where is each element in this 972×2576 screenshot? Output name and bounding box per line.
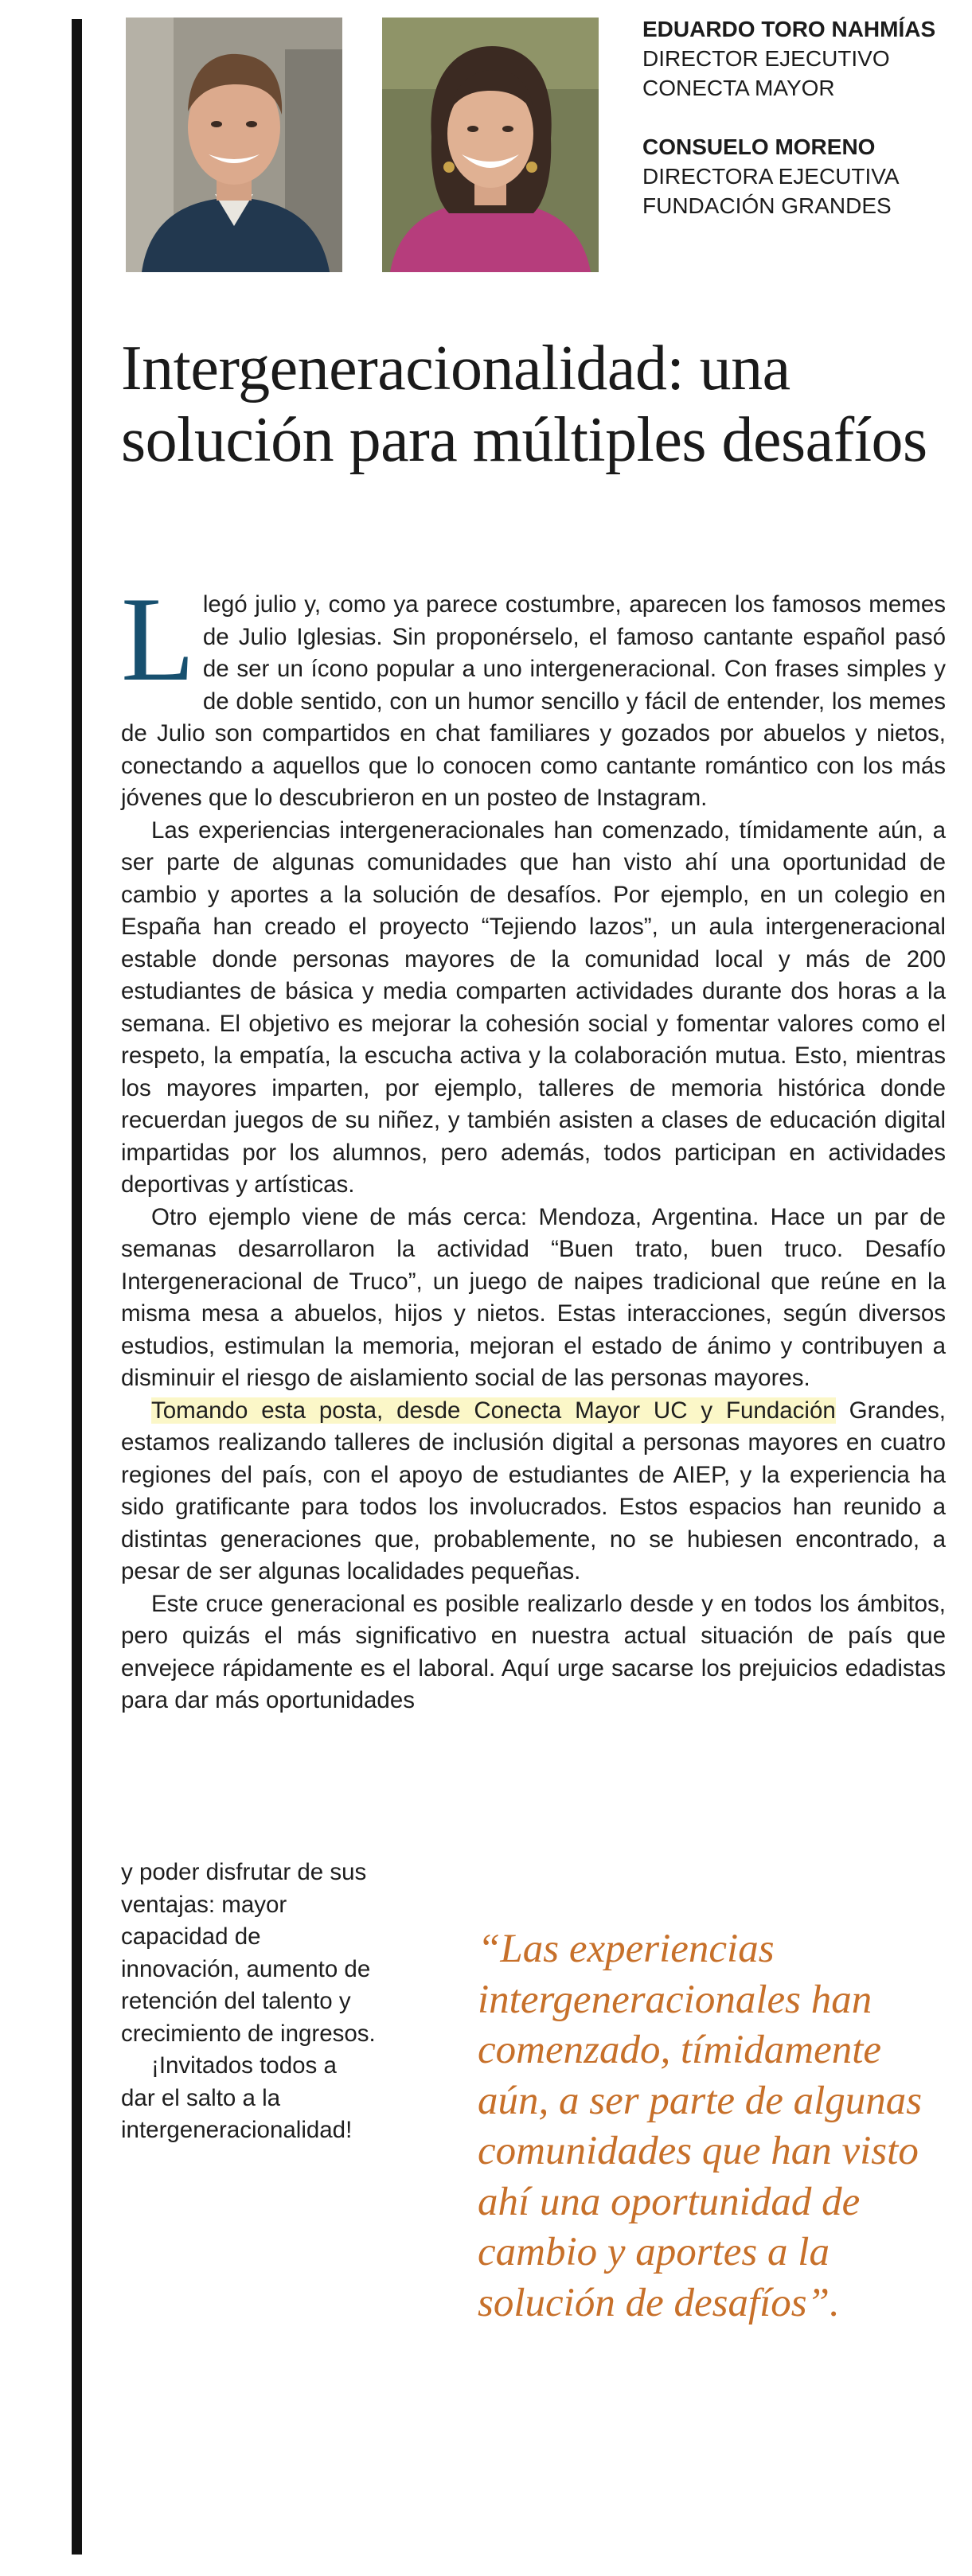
- pull-quote: “Las experiencias intergeneracionales han comenzado, tímidamente aún, a ser parte de algunas comunidades que han visto ahí una oportunidad de cambio y aportes a la solución de desafíos”.: [478, 1927, 923, 2325]
- author-org: FUNDACIÓN GRANDES: [642, 193, 892, 218]
- author-org: CONECTA MAYOR: [642, 76, 835, 100]
- paragraph-text: legó julio y, como ya parece costumbre, aparecen los famosos memes de Julio Iglesias. Sin proponérselo, el famoso cantante español pasó de ser un ícono popular a uno intergeneracional. Con frases simples y de doble sentido, con un humor sencillo y fácil de entender, los memes de Julio son compartidos en chat familiares y gozados por abuelos y nietos, conectando a aquellos que lo conocen como cantante romántico con los más jóvenes que lo descubrieron en un posteo de Instagram.: [121, 591, 946, 811]
- author-block-eduardo: [642, 14, 961, 103]
- author-name: CONSUELO MORENO: [642, 134, 876, 159]
- left-column-rule: [72, 19, 82, 2555]
- headline: Intergeneracionalidad: una solución para múltiples desafíos: [121, 333, 927, 475]
- article-paragraph: y poder disfrutar de sus ventajas: mayor capacidad de innovación, aumento de retención del talento y crecimiento de ingresos.: [121, 1859, 376, 2047]
- paragraph-text: Grandes, estamos realizando talleres de inclusión digital a personas mayores en cuatro regiones del país, con el apoyo de estudiantes de AIEP, y la experiencia ha sido gratificante para todos los involucrados. Estos espacios han reunido a distintas generaciones que, probablemente, no se hubiesen encontrado, a pesar de ser algunas localidades pequeñas.: [121, 1397, 946, 1584]
- article-paragraph: Otro ejemplo viene de más cerca: Mendoza, Argentina. Hace un par de semanas desarrollaron la actividad “Buen trato, buen truco. Desafío Intergeneracional de Truco”, un juego de naipes tradicional que reúne en la misma mesa a abuelos, hijos y nietos. Estas interacciones, según diversos estudios, estimulan la memoria, mejoran el estado de ánimo y contribuyen a disminuir el riesgo de aislamiento social de las personas mayores.: [121, 1203, 946, 1391]
- author-photo-eduardo: [126, 18, 342, 272]
- author-name: EDUARDO TORO NAHMÍAS: [642, 17, 936, 41]
- author-role: DIRECTORA EJECUTIVA: [642, 164, 900, 189]
- article-paragraph: [121, 572, 946, 815]
- article-body: [121, 572, 946, 1717]
- author-role: DIRECTOR EJECUTIVO: [642, 46, 890, 71]
- article-paragraph: [121, 1395, 946, 1588]
- highlighted-text: Tomando esta posta, desde Conecta Mayor UC y Fundación: [151, 1397, 836, 1424]
- article-continuation: [121, 1857, 376, 2147]
- author-bylines: [642, 14, 961, 250]
- article-paragraph: ¡Invitados todos a dar el salto a la intergeneracionalidad!: [121, 2052, 353, 2143]
- article-paragraph: Este cruce generacional es posible realizarlo desde y en todos los ámbitos, pero quizás el más significativo en nuestra actual situación de país que envejece rápidamente es el laboral. Aquí urge sacarse los prejuicios edadistas para dar más oportunidades: [121, 1590, 946, 1713]
- drop-cap: L: [121, 572, 195, 706]
- portrait-woman-image: [382, 18, 599, 272]
- portrait-man-image: [126, 18, 342, 272]
- article-paragraph: Las experiencias intergeneracionales han comenzado, tímidamente aún, a ser parte de algunas comunidades que han visto ahí una oportunidad de cambio y aportes a la solución de desafíos. Por ejemplo, en un colegio en España han creado el proyecto “Tejiendo lazos”, un aula intergeneracional estable donde personas mayores de la comunidad local y más de 200 estudiantes de básica y media comparten actividades durante dos horas a la semana. El objetivo es mejorar la cohesión social y fomentar valores como el respeto, la empatía, la escucha activa y la colaboración mutua. Esto, mientras los mayores imparten, por ejemplo, talleres de memoria histórica donde recuerdan juegos de su niñez, y también asisten a clases de educación digital impartidas por los alumnos, pero además, todos participan en actividades deportivas y artísticas.: [121, 816, 946, 1198]
- author-block-consuelo: [642, 132, 961, 220]
- author-photo-consuelo: [382, 18, 599, 272]
